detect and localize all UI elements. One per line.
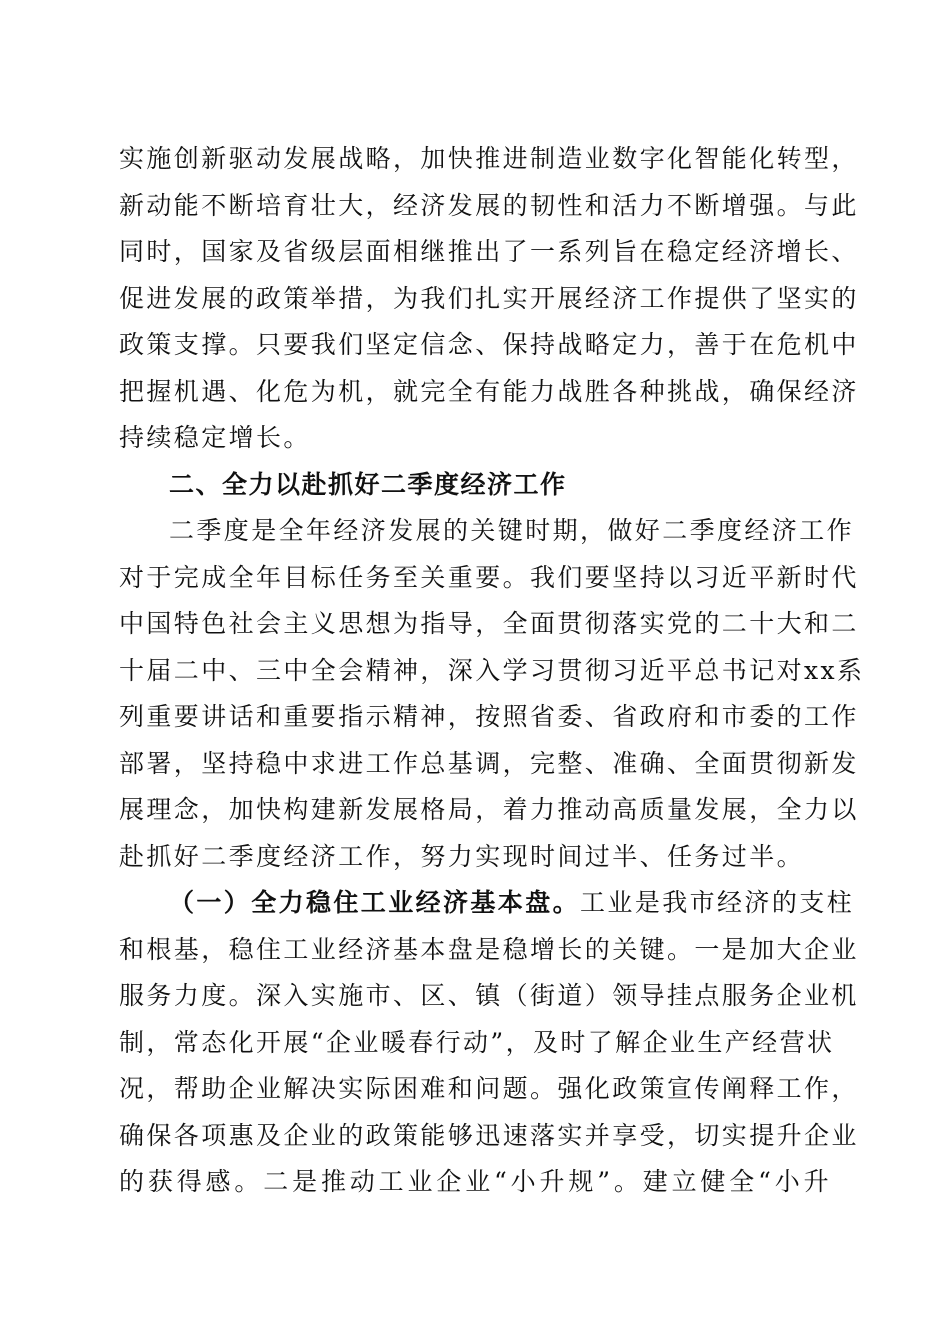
text-line: 持续稳定增长。 [119,423,311,452]
text-line: 实施创新驱动发展战略，加快推进制造业数字化智能化转型， [119,144,859,173]
text-line: 把握机遇、化危为机，就完全有能力战胜各种挑战，确保经济 [119,376,859,406]
text-line: 促进发展的政策举措，为我们扎实开展经济工作提供了坚实的 [119,283,859,313]
text-line: 政策支撑。只要我们坚定信念、保持战略定力，善于在危机中 [119,330,859,359]
text-line: 对于完成全年目标任务至关重要。我们要坚持以习近平新时代 [119,562,859,592]
text-line: 制，常态化开展“企业暖春行动”，及时了解企业生产经营状 [119,1027,835,1057]
text-line: 展理念，加快构建新发展格局，着力推动高质量发展，全力以 [119,795,859,824]
subsection-lead: （一）全力稳住工业经济基本盘。 [169,888,581,917]
text-line: 况，帮助企业解决实际困难和问题。强化政策宣传阐释工作， [119,1074,859,1103]
paragraph-2 [119,508,865,880]
text-line: 中国特色社会主义思想为指导，全面贯彻落实党的二十大和二 [119,609,859,638]
document-body [119,136,865,1206]
text-line: 十届二中、三中全会精神，深入学习贯彻习近平总书记对xx系 [119,655,865,685]
text-line: 服务力度。深入实施市、区、镇（街道）领导挂点服务企业机 [119,981,859,1010]
text-line: 部署，坚持稳中求进工作总基调，完整、准确、全面贯彻新发 [119,748,859,778]
paragraph-3 [119,880,859,1206]
text-line: 同时，国家及省级层面相继推出了一系列旨在稳定经济增长、 [119,237,859,266]
text-line: 确保各项惠及企业的政策能够迅速落实并享受，切实提升企业 [119,1120,859,1150]
text-line: 和根基，稳住工业经济基本盘是稳增长的关键。一是加大企业 [119,934,859,964]
text-run: 工业是我市经济的支柱 [580,888,855,917]
paragraph-1 [119,136,859,462]
text-line: 二季度是全年经济发展的关键时期，做好二季度经济工作 [169,516,855,545]
section-heading: 二、全力以赴抓好二季度经济工作 [169,469,567,499]
text-line: 列重要讲话和重要指示精神，按照省委、省政府和市委的工作 [119,702,859,731]
text-line [119,880,855,927]
text-line: 赴抓好二季度经济工作，努力实现时间过半、任务过半。 [119,841,805,871]
text-line: 的获得感。二是推动工业企业“小升规”。建立健全“小升 [119,1167,831,1196]
text-line: 新动能不断培育壮大，经济发展的韧性和活力不断增强。与此 [119,190,859,220]
